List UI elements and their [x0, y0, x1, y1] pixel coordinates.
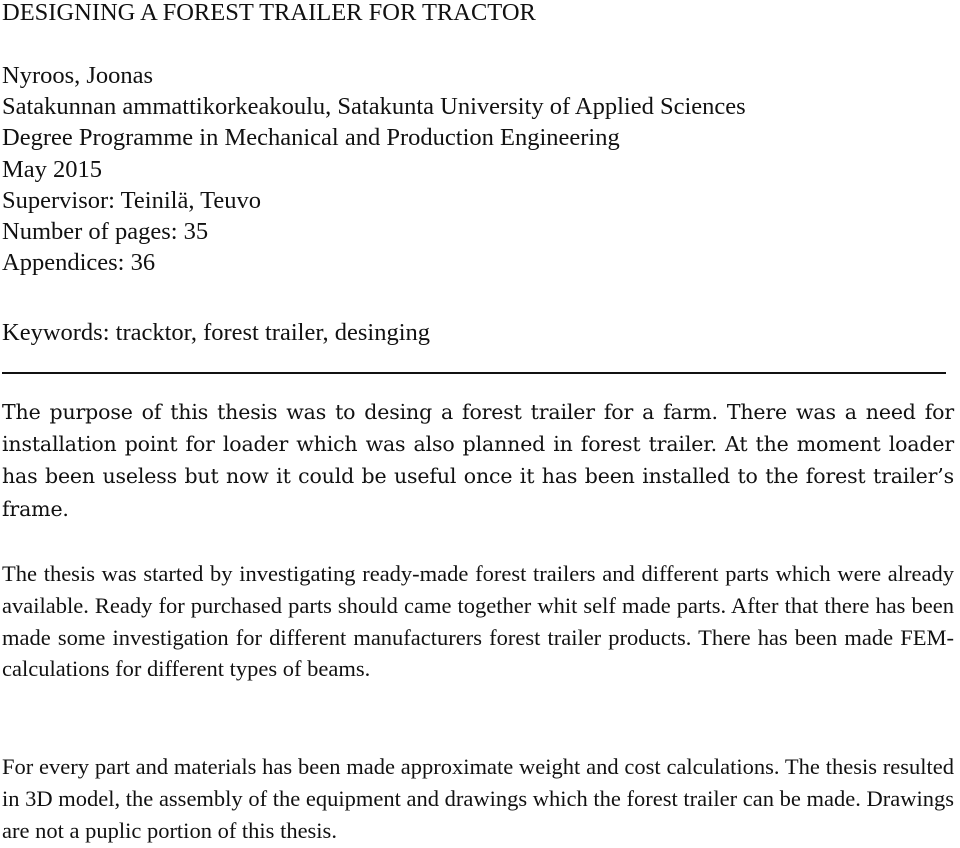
- author-name: Nyroos, Joonas: [2, 62, 154, 89]
- thesis-metadata: [2, 60, 746, 278]
- appendix-count: Appendices: 36: [2, 249, 156, 277]
- abstract-divider: [2, 372, 946, 374]
- abstract-paragraph-method: The thesis was started by investigating ready-made forest trailers and different parts which were already available. Ready for purchased parts should came together whit self made parts. After that there has been made some investigation for different manufacturers forest trailer products. There has been made FEM-calculations for different types of beams.: [2, 561, 954, 682]
- supervisor-name: Supervisor: Teinilä, Teuvo: [2, 186, 262, 214]
- degree-programme: Degree Programme in Mechanical and Production Engineering: [2, 124, 620, 152]
- abstract-paragraph-purpose: The purpose of this thesis was to desing a forest trailer for a farm. There was a need for installation point for loader which was also planned in forest trailer. At the moment loader has been useless but now it could be useful once it has been installed to the forest trailer’s frame.: [2, 400, 954, 521]
- page-count: Number of pages: 35: [2, 217, 209, 245]
- abstract-paragraph-results: For every part and materials has been made approximate weight and cost calculations. The thesis resulted in 3D model, the assembly of the equipment and drawings which the forest trailer can be made. Drawings are not a puplic portion of this thesis.: [2, 754, 954, 843]
- publication-date: May 2015: [2, 155, 103, 183]
- keywords-line: Keywords: tracktor, forest trailer, desinging: [2, 319, 431, 346]
- document-title: DESIGNING A FOREST TRAILER FOR TRACTOR: [2, 0, 536, 26]
- institution-name: Satakunnan ammattikorkeakoulu, Satakunta University of Applied Sciences: [2, 93, 746, 121]
